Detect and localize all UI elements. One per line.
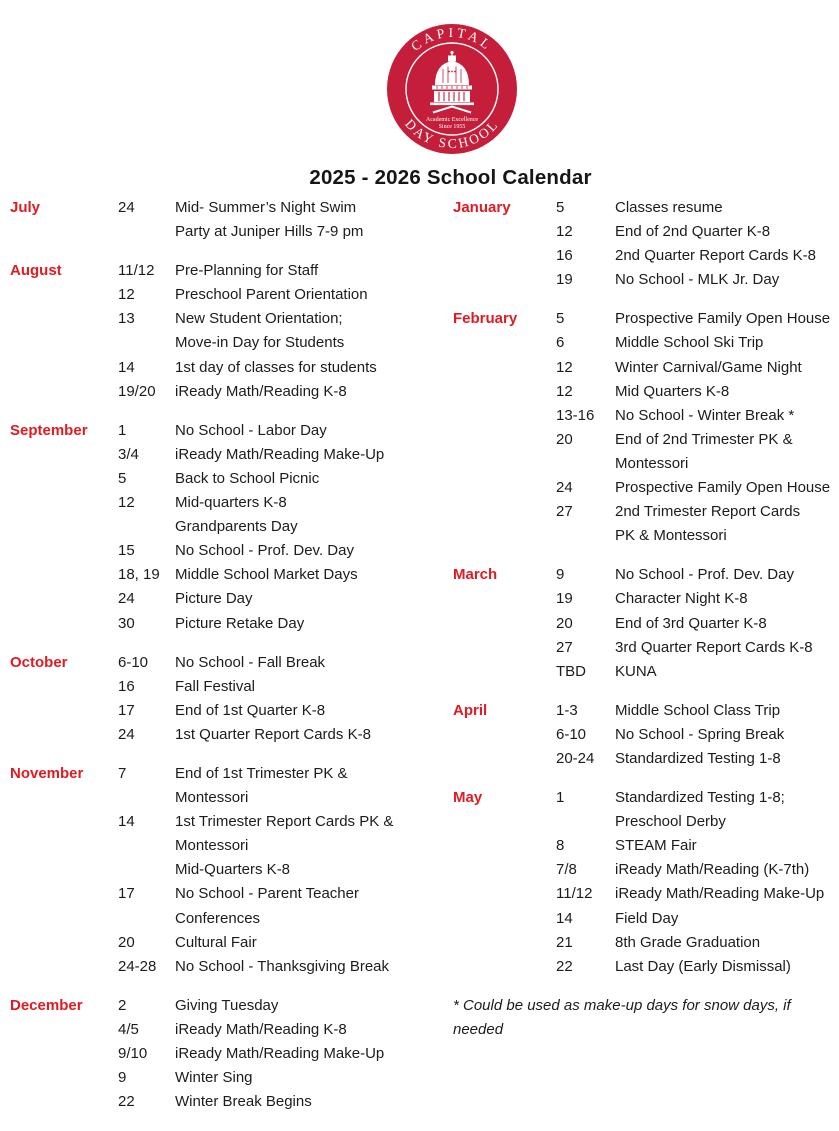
month-label: February	[453, 310, 518, 328]
month-label	[453, 882, 556, 906]
month-block	[10, 762, 438, 979]
month-label	[10, 675, 118, 699]
event-date: 20-24	[556, 749, 595, 767]
month-label	[10, 1042, 118, 1066]
event-text: No School - Parent Teacher	[175, 885, 359, 903]
event-date: 14	[118, 813, 135, 831]
event-date: 12	[556, 358, 573, 376]
month-label	[10, 858, 118, 882]
event-text: Fall Festival	[175, 677, 256, 695]
month-label	[453, 356, 556, 380]
month-label	[10, 907, 118, 931]
month-label	[10, 1090, 118, 1114]
event-date: 7/8	[556, 861, 577, 879]
event-text: End of 1st Trimester PK &	[175, 764, 348, 782]
event-date	[556, 524, 615, 548]
event-text: Party at Juniper Hills 7-9 pm	[175, 223, 364, 241]
event-date: 1-3	[556, 701, 578, 719]
month-label	[10, 612, 118, 636]
month-label	[10, 220, 118, 244]
month-label	[453, 524, 556, 548]
event-text: Preschool Parent Orientation	[175, 286, 368, 304]
month-label	[10, 1066, 118, 1090]
event-text: Grandparents Day	[175, 518, 298, 536]
month-label	[10, 723, 118, 747]
event-date: 21	[556, 933, 573, 951]
event-date: 12	[556, 223, 573, 241]
event-date	[118, 515, 175, 539]
event-date: 5	[556, 199, 565, 216]
event-date: 1	[556, 789, 565, 807]
page-title: 2025 - 2026 School Calendar	[309, 166, 592, 189]
event-date: 9/10	[118, 1045, 148, 1062]
event-text: End of 2nd Quarter K-8	[615, 223, 771, 241]
event-text: No School - Fall Break	[175, 653, 326, 671]
event-date: 6-10	[118, 653, 149, 671]
event-text: Pre-Planning for Staff	[175, 262, 319, 280]
event-date: 9	[556, 566, 565, 584]
event-date: 13	[118, 310, 135, 328]
event-date: 11/12	[118, 262, 155, 280]
event-date	[556, 810, 615, 834]
event-text: Montessori	[175, 837, 249, 855]
event-text: No School - Prof. Dev. Day	[615, 566, 794, 584]
event-text: Montessori	[615, 454, 689, 472]
event-date: 12	[118, 286, 135, 304]
event-text: Mid Quarters K-8	[615, 382, 730, 400]
event-date: 18, 19	[118, 566, 160, 584]
event-text: No School - Labor Day	[175, 421, 327, 439]
event-text: Prospective Family Open House	[615, 310, 831, 328]
month-label	[10, 1018, 118, 1042]
month-label	[10, 955, 118, 979]
event-date: 1	[118, 421, 127, 439]
month-label	[453, 476, 556, 500]
event-text: 1st day of classes for students	[175, 358, 377, 376]
calendar-column-left	[10, 196, 438, 1129]
month-block	[10, 651, 438, 747]
month-block	[453, 786, 833, 979]
month-block	[10, 259, 438, 404]
month-label	[453, 931, 556, 955]
month-label: November	[10, 764, 84, 782]
month-label: September	[10, 421, 88, 439]
footnote: * Could be used as make-up days for snow days, if needed	[453, 996, 791, 1038]
event-text: Giving Tuesday	[175, 996, 279, 1014]
month-block	[10, 419, 438, 636]
event-date: 24	[556, 479, 573, 497]
event-text: New Student Orientation;	[175, 310, 343, 328]
event-date: 20	[118, 933, 135, 951]
event-date: 5	[556, 310, 565, 328]
event-text: No School - Thanksgiving Break	[175, 957, 389, 975]
event-text: Mid-quarters K-8	[175, 494, 287, 512]
month-label	[453, 404, 556, 428]
month-label	[10, 699, 118, 723]
month-label	[10, 307, 118, 331]
event-text: 3rd Quarter Report Cards K-8	[615, 638, 813, 656]
event-text: Winter Carnival/Game Night	[615, 358, 802, 376]
school-logo	[387, 24, 517, 154]
event-date: 22	[556, 957, 573, 975]
event-date	[118, 858, 175, 882]
month-block	[10, 196, 438, 244]
month-block	[453, 196, 833, 292]
event-date: 12	[556, 382, 573, 400]
month-label	[10, 587, 118, 611]
event-date: 13-16	[556, 406, 595, 424]
event-text: Middle School Ski Trip	[615, 334, 764, 352]
event-text: iReady Math/Reading K-8	[175, 382, 347, 400]
month-label: October	[10, 653, 68, 671]
event-text: No School - Prof. Dev. Day	[175, 542, 354, 560]
event-text: Picture Retake Day	[175, 614, 305, 632]
month-label	[10, 563, 118, 587]
event-text: 2nd Quarter Report Cards K-8	[615, 247, 816, 265]
month-label	[453, 587, 556, 611]
month-label: April	[453, 701, 488, 719]
event-text: iReady Math/Reading (K-7th)	[615, 861, 810, 879]
event-date: 19/20	[118, 382, 156, 400]
event-text: 2nd Trimester Report Cards	[615, 503, 801, 521]
event-text: STEAM Fair	[615, 837, 697, 855]
month-label	[453, 636, 556, 660]
month-label	[10, 443, 118, 467]
event-date: 6-10	[556, 725, 587, 743]
event-date: 24	[118, 590, 135, 608]
event-text: KUNA	[615, 662, 657, 680]
month-block	[453, 563, 833, 683]
event-date: 12	[118, 494, 135, 512]
event-date: 24	[118, 725, 135, 743]
event-date: 20	[556, 430, 573, 448]
event-date	[118, 907, 175, 931]
event-date: 19	[556, 590, 573, 608]
event-text: iReady Math/Reading Make-Up	[175, 445, 385, 463]
month-label	[10, 491, 118, 515]
event-text: No School - Spring Break	[615, 725, 785, 743]
calendar-column-right	[453, 196, 833, 1042]
event-date: 5	[118, 469, 127, 487]
event-text: End of 3rd Quarter K-8	[615, 614, 767, 632]
month-label	[453, 810, 556, 834]
month-label: July	[10, 199, 41, 216]
event-text: Back to School Picnic	[175, 469, 320, 487]
month-label	[453, 834, 556, 858]
month-label	[10, 467, 118, 491]
event-date: 16	[556, 247, 573, 265]
month-label	[10, 834, 118, 858]
month-label: January	[453, 199, 511, 216]
event-text: Mid-Quarters K-8	[175, 861, 291, 879]
event-text: 1st Quarter Report Cards K-8	[175, 725, 371, 743]
month-label	[10, 331, 118, 355]
month-label: December	[10, 996, 83, 1014]
seal-arc-bottom-text: DAY SCHOOL	[402, 116, 502, 152]
month-label	[453, 660, 556, 684]
event-text: iReady Math/Reading K-8	[175, 1020, 347, 1038]
event-date	[118, 331, 175, 355]
event-text: Standardized Testing 1-8;	[615, 789, 785, 807]
event-date: 6	[556, 334, 565, 352]
event-text: Field Day	[615, 909, 679, 927]
event-date: 14	[556, 909, 573, 927]
seal-tagline-line2: Since 1955	[438, 124, 466, 130]
event-date: 22	[118, 1093, 135, 1111]
event-date: 27	[556, 638, 573, 656]
event-date: 11/12	[556, 885, 593, 903]
event-text: Character Night K-8	[615, 590, 748, 608]
month-label	[10, 380, 118, 404]
month-label	[10, 283, 118, 307]
event-date: 24	[118, 199, 135, 216]
event-date: 7	[118, 764, 127, 782]
month-label	[453, 955, 556, 979]
month-label	[10, 931, 118, 955]
month-label	[453, 428, 556, 452]
seal-tagline-line1: Academic Excellence	[425, 117, 479, 123]
event-date: 4/5	[118, 1020, 139, 1038]
event-date: 16	[118, 677, 135, 695]
event-date: TBD	[556, 662, 586, 680]
event-date: 8	[556, 837, 565, 855]
event-text: Conferences	[175, 909, 261, 927]
month-label	[453, 380, 556, 404]
event-text: 1st Trimester Report Cards PK &	[175, 813, 394, 831]
seal-arc-top-text: CAPITAL	[408, 24, 496, 54]
capital-day-school-seal-icon	[387, 24, 517, 154]
month-label	[453, 220, 556, 244]
month-label: March	[453, 566, 498, 584]
event-text: End of 2nd Trimester PK &	[615, 430, 793, 448]
event-date: 15	[118, 542, 135, 560]
month-label	[10, 356, 118, 380]
event-text: End of 1st Quarter K-8	[175, 701, 326, 719]
event-date	[118, 786, 175, 810]
event-date: 17	[118, 885, 135, 903]
month-label	[453, 268, 556, 292]
event-date: 9	[118, 1069, 127, 1087]
month-label	[10, 810, 118, 834]
month-label	[453, 907, 556, 931]
event-text: Winter Sing	[175, 1069, 253, 1087]
event-date: 20	[556, 614, 573, 632]
month-label: August	[10, 262, 62, 280]
event-text: PK & Montessori	[615, 527, 727, 545]
month-label: May	[453, 789, 483, 807]
event-text: Prospective Family Open House	[615, 479, 831, 497]
month-block	[10, 994, 438, 1114]
month-label	[453, 723, 556, 747]
event-text: Move-in Day for Students	[175, 334, 345, 352]
event-text: Classes resume	[615, 199, 723, 216]
event-text: Picture Day	[175, 590, 253, 608]
month-label	[10, 786, 118, 810]
month-block	[453, 699, 833, 771]
event-date: 14	[118, 358, 135, 376]
event-date: 27	[556, 503, 573, 521]
event-date: 30	[118, 614, 135, 632]
month-label	[10, 539, 118, 563]
event-text: No School - MLK Jr. Day	[615, 271, 780, 289]
event-text: No School - Winter Break *	[615, 406, 795, 424]
event-text: Middle School Class Trip	[615, 701, 781, 719]
month-label	[453, 500, 556, 524]
month-label	[10, 515, 118, 539]
event-date	[118, 220, 175, 244]
event-date	[118, 834, 175, 858]
event-date: 2	[118, 996, 127, 1014]
event-text: 8th Grade Graduation	[615, 933, 761, 951]
month-block	[453, 307, 833, 548]
month-label	[453, 612, 556, 636]
event-text: iReady Math/Reading Make-Up	[175, 1045, 385, 1062]
month-label	[453, 747, 556, 771]
event-date	[556, 452, 615, 476]
month-label	[10, 882, 118, 906]
event-date: 19	[556, 271, 573, 289]
event-text: Middle School Market Days	[175, 566, 358, 584]
event-text: Mid- Summer’s Night Swim	[175, 199, 357, 216]
event-text: Montessori	[175, 789, 249, 807]
month-label	[453, 858, 556, 882]
event-date: 3/4	[118, 445, 139, 463]
event-text: Winter Break Begins	[175, 1093, 312, 1111]
event-text: iReady Math/Reading Make-Up	[615, 885, 825, 903]
month-label	[453, 331, 556, 355]
event-date: 17	[118, 701, 135, 719]
month-label	[453, 244, 556, 268]
month-label	[453, 452, 556, 476]
event-text: Preschool Derby	[615, 813, 726, 831]
event-date: 24-28	[118, 957, 157, 975]
event-text: Standardized Testing 1-8	[615, 749, 781, 767]
event-text: Cultural Fair	[175, 933, 257, 951]
event-text: Last Day (Early Dismissal)	[615, 957, 791, 975]
